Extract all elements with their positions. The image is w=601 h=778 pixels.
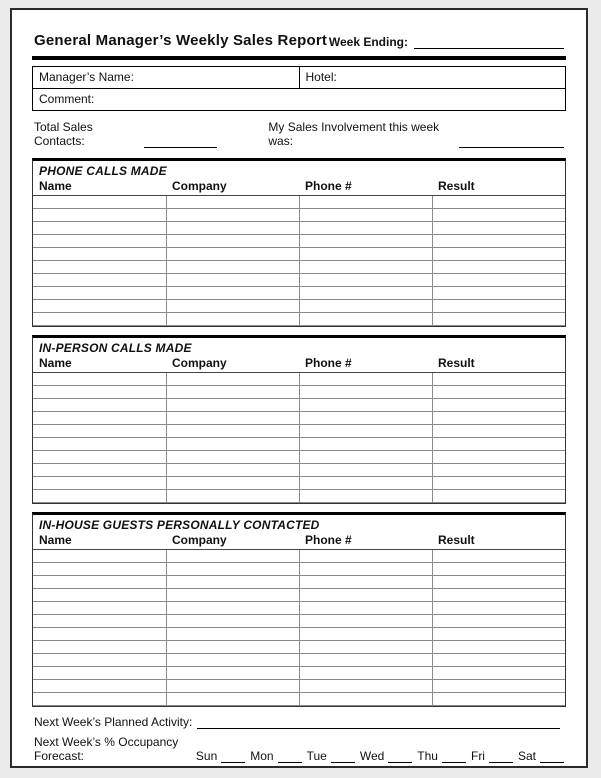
section-phone-calls-made	[32, 158, 566, 327]
table-cell[interactable]	[33, 667, 166, 680]
total-sales-contacts-blank[interactable]	[144, 135, 217, 148]
table-cell[interactable]	[299, 667, 432, 680]
table-cell[interactable]	[432, 248, 565, 261]
table-cell[interactable]	[33, 209, 166, 222]
day-label: Sat	[517, 749, 536, 763]
report-page	[10, 8, 588, 768]
table-row	[33, 248, 565, 261]
table-cell[interactable]	[166, 235, 299, 248]
table-cell[interactable]	[33, 287, 166, 300]
column-header: Phone #	[299, 356, 432, 373]
report-header	[34, 32, 564, 49]
day-label: Tue	[306, 749, 327, 763]
table-cell[interactable]	[432, 261, 565, 274]
table-row	[33, 235, 565, 248]
table-cell[interactable]	[432, 641, 565, 654]
sales-involvement-label: My Sales Involvement this week was:	[268, 120, 440, 148]
table-cell[interactable]	[299, 654, 432, 667]
table-cell[interactable]	[299, 641, 432, 654]
day-forecast-blank[interactable]	[442, 750, 466, 763]
table-cell[interactable]	[33, 628, 166, 641]
sections-container	[32, 158, 566, 707]
table-row	[33, 412, 565, 425]
table-cell[interactable]	[299, 412, 432, 425]
table-cell[interactable]	[33, 641, 166, 654]
planned-activity-blank[interactable]	[197, 716, 560, 729]
table-cell[interactable]	[166, 209, 299, 222]
day-label: Mon	[250, 749, 274, 763]
comment-cell	[33, 89, 565, 110]
table-cell[interactable]	[299, 235, 432, 248]
table-cell[interactable]	[432, 300, 565, 313]
table-row	[33, 680, 565, 693]
table-cell[interactable]	[299, 261, 432, 274]
table-row	[33, 274, 565, 287]
info-row-comment	[33, 88, 565, 110]
table-cell[interactable]	[299, 490, 432, 503]
column-header: Phone #	[299, 533, 432, 550]
column-header: Company	[166, 179, 299, 196]
column-header: Result	[432, 356, 565, 373]
table-cell[interactable]	[166, 550, 299, 563]
manager-name-label: Manager’s Name:	[39, 70, 134, 84]
table-cell[interactable]	[432, 287, 565, 300]
occupancy-forecast-line	[34, 735, 564, 763]
table-cell[interactable]	[166, 680, 299, 693]
table-row	[33, 490, 565, 503]
table-cell[interactable]	[432, 222, 565, 235]
table-cell[interactable]	[299, 464, 432, 477]
table-cell[interactable]	[33, 196, 166, 209]
table-cell[interactable]	[432, 196, 565, 209]
table-cell[interactable]	[166, 589, 299, 602]
table-cell[interactable]	[166, 425, 299, 438]
table-cell[interactable]	[299, 274, 432, 287]
table-cell[interactable]	[166, 628, 299, 641]
table-cell[interactable]	[299, 628, 432, 641]
table-cell[interactable]	[33, 274, 166, 287]
table-cell[interactable]	[166, 576, 299, 589]
table-row	[33, 576, 565, 589]
table-cell[interactable]	[432, 438, 565, 451]
table-cell[interactable]	[299, 209, 432, 222]
table-row	[33, 589, 565, 602]
table-cell[interactable]	[33, 438, 166, 451]
table-row	[33, 667, 565, 680]
table-cell[interactable]	[33, 693, 166, 706]
table-cell[interactable]	[166, 477, 299, 490]
table-cell[interactable]	[299, 451, 432, 464]
table-cell[interactable]	[166, 451, 299, 464]
table-cell[interactable]	[33, 490, 166, 503]
table-cell[interactable]	[299, 399, 432, 412]
table-cell[interactable]	[166, 373, 299, 386]
table-cell[interactable]	[432, 602, 565, 615]
report-footer	[34, 715, 564, 763]
table-cell[interactable]	[299, 693, 432, 706]
total-sales-contacts-label: Total Sales Contacts:	[34, 120, 93, 148]
table-cell[interactable]	[166, 412, 299, 425]
table-cell[interactable]	[166, 386, 299, 399]
table-cell[interactable]	[33, 576, 166, 589]
column-header: Result	[432, 533, 565, 550]
table-cell[interactable]	[432, 412, 565, 425]
day-group	[196, 749, 245, 763]
day-forecast-blank[interactable]	[540, 750, 564, 763]
table-cell[interactable]	[432, 490, 565, 503]
column-header: Name	[33, 533, 166, 550]
sales-involvement-blank[interactable]	[459, 135, 564, 148]
table-row	[33, 563, 565, 576]
table-cell[interactable]	[432, 386, 565, 399]
table-cell[interactable]	[33, 313, 166, 326]
table-cell[interactable]	[299, 576, 432, 589]
table-cell[interactable]	[33, 222, 166, 235]
table-cell[interactable]	[432, 589, 565, 602]
table-row	[33, 222, 565, 235]
page-title: General Manager’s Weekly Sales Report	[34, 32, 328, 49]
section-table	[33, 179, 565, 326]
table-cell[interactable]	[166, 300, 299, 313]
table-row	[33, 464, 565, 477]
table-row	[33, 425, 565, 438]
table-cell[interactable]	[33, 680, 166, 693]
table-cell[interactable]	[33, 477, 166, 490]
table-cell[interactable]	[299, 563, 432, 576]
table-cell[interactable]	[432, 373, 565, 386]
section-table	[33, 533, 565, 706]
table-cell[interactable]	[33, 373, 166, 386]
week-ending-blank[interactable]	[414, 36, 564, 49]
table-cell[interactable]	[166, 287, 299, 300]
table-cell[interactable]	[432, 615, 565, 628]
table-cell[interactable]	[33, 602, 166, 615]
column-header: Name	[33, 356, 166, 373]
day-label: Fri	[470, 749, 485, 763]
column-header: Result	[432, 179, 565, 196]
table-row	[33, 261, 565, 274]
planned-activity-label: Next Week’s Planned Activity:	[34, 715, 193, 729]
table-cell[interactable]	[432, 654, 565, 667]
table-cell[interactable]	[166, 667, 299, 680]
table-cell[interactable]	[432, 464, 565, 477]
day-label: Sun	[195, 749, 218, 763]
table-row	[33, 641, 565, 654]
table-row	[33, 451, 565, 464]
table-cell[interactable]	[166, 222, 299, 235]
table-cell[interactable]	[432, 313, 565, 326]
column-header-row	[33, 356, 565, 373]
column-header: Company	[166, 533, 299, 550]
week-ending	[329, 35, 564, 49]
manager-info-box	[32, 66, 566, 111]
table-cell[interactable]	[432, 576, 565, 589]
table-cell[interactable]	[432, 680, 565, 693]
table-cell[interactable]	[299, 680, 432, 693]
table-row	[33, 313, 565, 326]
table-cell[interactable]	[166, 438, 299, 451]
table-cell[interactable]	[299, 589, 432, 602]
forecast-days	[196, 749, 564, 763]
section-table	[33, 356, 565, 503]
column-header: Name	[33, 179, 166, 196]
section-title: IN-PERSON CALLS MADE	[39, 341, 192, 355]
hotel-label: Hotel:	[305, 70, 337, 84]
table-cell[interactable]	[33, 615, 166, 628]
section-in-person-calls-made	[32, 335, 566, 504]
table-row	[33, 628, 565, 641]
table-cell[interactable]	[432, 425, 565, 438]
double-rule-divider	[32, 56, 566, 60]
table-cell[interactable]	[166, 490, 299, 503]
column-header: Company	[166, 356, 299, 373]
table-cell[interactable]	[33, 654, 166, 667]
table-cell[interactable]	[432, 235, 565, 248]
table-cell[interactable]	[166, 274, 299, 287]
table-cell[interactable]	[432, 399, 565, 412]
table-cell[interactable]	[299, 550, 432, 563]
table-cell[interactable]	[33, 589, 166, 602]
table-cell[interactable]	[299, 313, 432, 326]
column-header-row	[33, 533, 565, 550]
table-cell[interactable]	[166, 615, 299, 628]
table-cell[interactable]	[33, 399, 166, 412]
table-cell[interactable]	[166, 563, 299, 576]
table-cell[interactable]	[299, 373, 432, 386]
table-cell[interactable]	[299, 477, 432, 490]
table-row	[33, 373, 565, 386]
section-title: PHONE CALLS MADE	[39, 164, 167, 178]
day-forecast-blank[interactable]	[221, 750, 245, 763]
day-group	[518, 749, 564, 763]
table-cell[interactable]	[432, 209, 565, 222]
week-ending-label: Week Ending:	[328, 35, 408, 49]
table-cell[interactable]	[166, 196, 299, 209]
table-cell[interactable]	[299, 196, 432, 209]
table-cell[interactable]	[33, 550, 166, 563]
table-cell[interactable]	[299, 386, 432, 399]
day-group	[360, 749, 412, 763]
table-cell[interactable]	[33, 451, 166, 464]
table-cell[interactable]	[166, 248, 299, 261]
table-cell[interactable]	[299, 438, 432, 451]
table-cell[interactable]	[33, 248, 166, 261]
table-row	[33, 196, 565, 209]
table-row	[33, 287, 565, 300]
table-cell[interactable]	[432, 477, 565, 490]
table-cell[interactable]	[166, 399, 299, 412]
day-forecast-blank[interactable]	[489, 750, 513, 763]
table-row	[33, 693, 565, 706]
day-group	[417, 749, 466, 763]
occupancy-forecast-label: Next Week’s % Occupancy Forecast:	[34, 735, 179, 763]
table-cell[interactable]	[299, 287, 432, 300]
table-row	[33, 654, 565, 667]
table-cell[interactable]	[166, 654, 299, 667]
table-cell[interactable]	[432, 451, 565, 464]
day-group	[471, 749, 513, 763]
info-row-top	[33, 67, 565, 88]
table-cell[interactable]	[33, 235, 166, 248]
column-header: Phone #	[299, 179, 432, 196]
table-row	[33, 438, 565, 451]
table-cell[interactable]	[299, 425, 432, 438]
contacts-row	[34, 120, 564, 148]
table-cell[interactable]	[432, 693, 565, 706]
section-title: IN-HOUSE GUESTS PERSONALLY CONTACTED	[39, 518, 320, 532]
table-cell[interactable]	[299, 615, 432, 628]
table-cell[interactable]	[299, 602, 432, 615]
table-cell[interactable]	[166, 261, 299, 274]
table-cell[interactable]	[166, 602, 299, 615]
table-cell[interactable]	[33, 300, 166, 313]
day-label: Thu	[417, 749, 438, 763]
table-row	[33, 209, 565, 222]
table-cell[interactable]	[432, 274, 565, 287]
table-cell[interactable]	[299, 248, 432, 261]
table-row	[33, 477, 565, 490]
day-group	[250, 749, 301, 763]
table-cell[interactable]	[432, 550, 565, 563]
table-row	[33, 550, 565, 563]
table-row	[33, 399, 565, 412]
table-cell[interactable]	[166, 313, 299, 326]
table-cell[interactable]	[33, 412, 166, 425]
table-row	[33, 300, 565, 313]
table-row	[33, 602, 565, 615]
table-cell[interactable]	[432, 563, 565, 576]
day-forecast-blank[interactable]	[278, 750, 302, 763]
table-cell[interactable]	[33, 425, 166, 438]
table-cell[interactable]	[432, 628, 565, 641]
table-cell[interactable]	[33, 563, 166, 576]
day-forecast-blank[interactable]	[388, 750, 412, 763]
manager-name-cell	[33, 67, 299, 88]
day-label: Wed	[359, 749, 385, 763]
table-cell[interactable]	[166, 464, 299, 477]
table-cell[interactable]	[166, 693, 299, 706]
planned-activity-line	[34, 715, 564, 729]
day-group	[307, 749, 355, 763]
table-cell[interactable]	[166, 641, 299, 654]
table-row	[33, 615, 565, 628]
hotel-cell	[299, 67, 566, 88]
comment-label: Comment:	[39, 92, 95, 106]
section-in-house-guests-contacted	[32, 512, 566, 707]
table-cell[interactable]	[33, 386, 166, 399]
table-cell[interactable]	[299, 222, 432, 235]
column-header-row	[33, 179, 565, 196]
table-row	[33, 386, 565, 399]
table-cell[interactable]	[33, 464, 166, 477]
table-cell[interactable]	[299, 300, 432, 313]
table-cell[interactable]	[432, 667, 565, 680]
table-cell[interactable]	[33, 261, 166, 274]
day-forecast-blank[interactable]	[331, 750, 355, 763]
